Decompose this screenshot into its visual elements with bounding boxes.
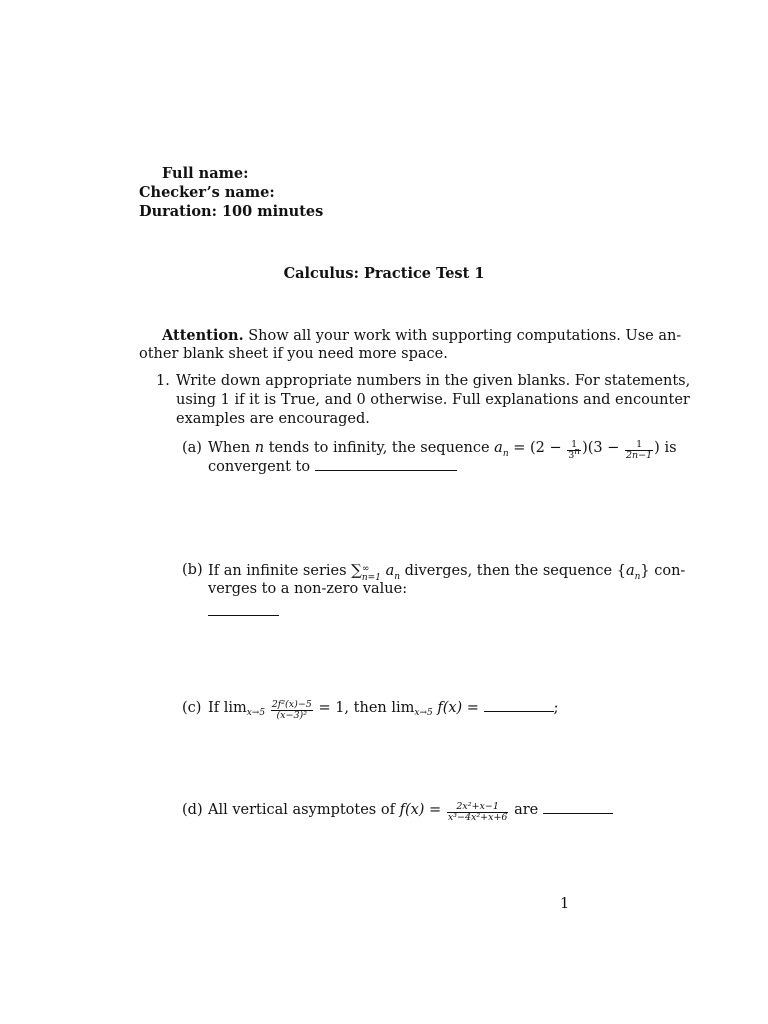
attention-line-1 [162, 326, 681, 346]
part-c-answer-blank[interactable] [484, 699, 554, 712]
part-c-lim-sub-1: x→5 [246, 708, 266, 718]
page-title: Calculus: Practice Test 1 [283, 265, 485, 282]
part-d-fraction [447, 802, 509, 823]
part-a-text-2: tends to infinity, the sequence [268, 440, 490, 456]
part-a-label: (a) [182, 440, 202, 456]
question-number: 1. [156, 373, 170, 389]
part-b-term-sub: n [394, 571, 401, 582]
part-b-seq-sub: n [634, 571, 641, 582]
part-a-expr-mid: )(3 − [582, 440, 620, 456]
part-a-frac1-num: 1 [567, 440, 581, 451]
part-b-seq-var: a [625, 563, 635, 579]
part-a-frac2-den: 2n−1 [626, 450, 653, 461]
part-c-fraction [271, 700, 313, 721]
part-d-answer-blank[interactable] [543, 801, 613, 814]
part-a-seq-sub: n [502, 448, 509, 459]
sum-symbol: ∑ [351, 561, 362, 579]
part-d-text-2: are [514, 802, 539, 818]
question-1-line-1: Write down appropriate numbers in the given blanks. For statements, [176, 373, 691, 389]
part-a-var-n: n [254, 440, 265, 456]
checker-name-label: Checker’s name: [139, 184, 275, 201]
part-d-fx: f(x) = [399, 802, 442, 818]
question-1-line-2: using 1 if it is True, and 0 otherwise. Full explanations and encounter [176, 392, 690, 408]
part-c-text-2: = 1, then lim [318, 700, 415, 716]
page-number: 1 [560, 896, 570, 912]
part-c-lim-sub-2: x→5 [414, 708, 433, 718]
part-a-frac1-den [567, 446, 581, 461]
part-d-frac-den: x³−4x²+x+6 [447, 812, 508, 823]
part-a-text-1: When [208, 440, 251, 456]
part-c-frac-den: (x−3)² [276, 710, 308, 721]
part-a-seq-var: a [494, 440, 503, 456]
part-c-label: (c) [182, 700, 202, 716]
part-b-text-1: If an infinite series [208, 563, 347, 579]
part-a-answer-blank[interactable] [315, 458, 457, 471]
part-d-text-1: All vertical asymptotes of [208, 802, 395, 818]
attention-label: Attention. [162, 327, 244, 344]
part-a-frac2-num: 1 [625, 440, 653, 451]
part-a-expr-close: ) is [654, 440, 677, 456]
part-c-frac-num: 2f²(x)−5 [271, 699, 312, 710]
part-c-line [208, 699, 558, 723]
part-d-frac-num: 2x²+x−1 [447, 802, 509, 813]
part-c-text-3: f(x) = [437, 700, 479, 716]
sum-upper-limit: ∞ [361, 564, 370, 574]
part-b-term-var: a [385, 563, 395, 579]
part-b-line-2: verges to a non-zero value: [208, 581, 408, 597]
part-a-text-3: convergent to [208, 459, 311, 475]
part-b-text-3: } con- [640, 563, 686, 579]
duration-label: Duration: 100 minutes [139, 203, 324, 220]
part-a-line-2 [208, 458, 457, 477]
part-b-text-2: diverges, then the sequence { [404, 563, 626, 579]
part-b-answer-blank[interactable] [208, 615, 279, 616]
part-a-fraction-1 [567, 440, 581, 461]
sum-lower-limit: n=1 [361, 573, 381, 583]
attention-text-1: Show all your work with supporting computations. Use an- [248, 328, 682, 344]
attention-line-2: other blank sheet if you need more space. [139, 346, 448, 362]
part-c-text-1: If lim [208, 700, 247, 716]
part-a-frac1-den-base: 3 [568, 450, 575, 461]
part-d-line [208, 801, 613, 823]
part-a-frac1-den-exp: n [574, 446, 581, 457]
part-c-text-4: ; [553, 700, 559, 716]
question-1-line-3: examples are encouraged. [176, 411, 370, 427]
part-a-expr-open: = (2 − [513, 440, 562, 456]
part-a-fraction-2 [625, 440, 653, 461]
part-d-label: (d) [182, 802, 203, 818]
full-name-label: Full name: [162, 165, 249, 182]
part-b-label: (b) [182, 562, 203, 578]
